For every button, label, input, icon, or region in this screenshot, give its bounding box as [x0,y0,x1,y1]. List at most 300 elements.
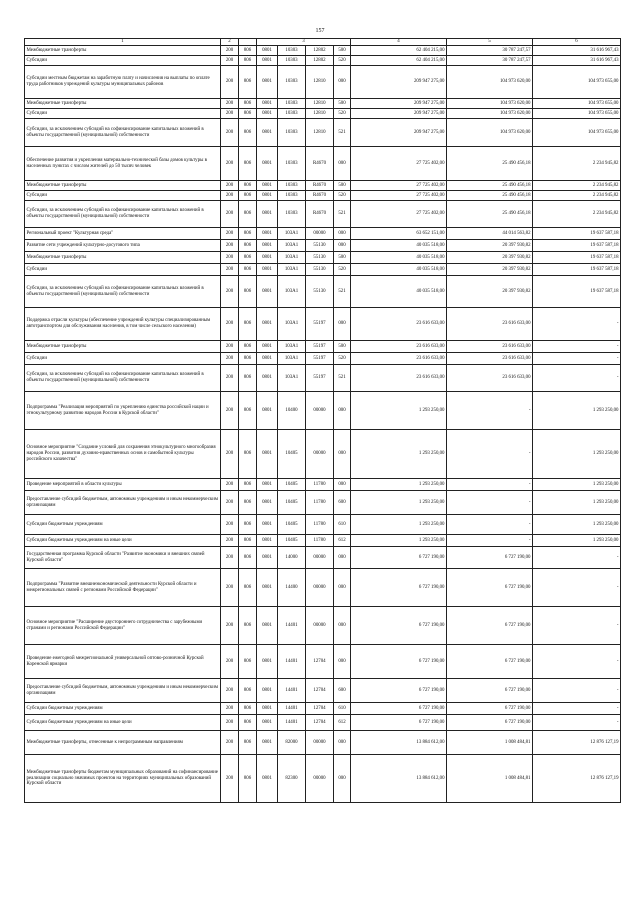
amount-executed: - [447,515,533,535]
code-expense-type: 500 [334,181,351,191]
amount-remaining: 1 293 250,00 [533,392,621,430]
code-2: 806 [239,430,257,479]
header-cell-1: 1 [25,39,221,46]
table-row [25,715,621,731]
amount-plan: 6 727 190,00 [351,703,447,715]
amount-plan: 27 725 402,00 [351,191,447,201]
amount-remaining: - [533,679,621,703]
table-row [25,645,621,679]
code-1: 200 [221,109,239,119]
code-direction: 12704 [306,703,334,715]
code-2: 806 [239,731,257,755]
code-1: 200 [221,308,239,341]
code-section: 0801 [257,66,278,99]
code-expense-type: 500 [334,46,351,56]
code-direction: 12810 [306,99,334,109]
code-2: 806 [239,645,257,679]
amount-plan: 6 727 190,00 [351,679,447,703]
code-program: 10303 [278,56,306,66]
code-1: 200 [221,703,239,715]
amount-plan: 23 616 633,00 [351,341,447,353]
code-2: 806 [239,715,257,731]
amount-executed: 6 727 190,00 [447,547,533,569]
table-row [25,201,621,228]
code-program: 103A1 [278,341,306,353]
code-1: 200 [221,569,239,607]
code-expense-type: 600 [334,491,351,515]
amount-executed: 30 787 247,57 [447,46,533,56]
amount-remaining: 31 616 967,43 [533,46,621,56]
code-section: 0801 [257,308,278,341]
amount-executed: 104 973 620,00 [447,109,533,119]
header-cell-2b [239,39,257,46]
code-section: 0801 [257,515,278,535]
amount-remaining: 12 876 127,19 [533,755,621,803]
amount-remaining: - [533,341,621,353]
code-program: 82300 [278,755,306,803]
table-row [25,46,621,56]
header-cell-2: 2 [221,39,239,46]
amount-plan: 62 404 215,00 [351,56,447,66]
amount-remaining: - [533,353,621,365]
code-direction: 12802 [306,56,334,66]
amount-plan: 6 727 190,00 [351,569,447,607]
code-expense-type: 600 [334,679,351,703]
table-row [25,240,621,252]
amount-remaining: - [533,645,621,679]
code-program: 10303 [278,147,306,181]
table-row [25,228,621,240]
header-cell-3: 3 [257,39,351,46]
row-name: Субсидии [25,264,221,276]
amount-plan: 27 725 402,00 [351,181,447,191]
amount-plan: 6 727 190,00 [351,715,447,731]
table-row [25,569,621,607]
amount-remaining: 2 234 945,82 [533,181,621,191]
code-expense-type: 610 [334,515,351,535]
amount-executed: 20 397 930,82 [447,240,533,252]
amount-executed: 23 616 633,00 [447,353,533,365]
code-section: 0801 [257,99,278,109]
code-1: 200 [221,66,239,99]
code-program: 103A1 [278,353,306,365]
code-program: 103A1 [278,308,306,341]
amount-plan: 23 616 633,00 [351,365,447,392]
code-2: 806 [239,703,257,715]
table-row [25,607,621,645]
code-expense-type: 520 [334,353,351,365]
code-program: 10405 [278,430,306,479]
amount-remaining: 12 876 127,19 [533,731,621,755]
row-name: Региональный проект "Культурная среда" [25,228,221,240]
code-section: 0801 [257,341,278,353]
amount-plan: 1 293 250,00 [351,491,447,515]
code-section: 0801 [257,264,278,276]
table-row [25,119,621,147]
code-2: 806 [239,201,257,228]
table-row [25,515,621,535]
code-section: 0801 [257,191,278,201]
code-program: 10405 [278,535,306,547]
code-section: 0801 [257,392,278,430]
amount-executed: 6 727 190,00 [447,607,533,645]
amount-remaining: 1 293 250,00 [533,491,621,515]
row-name: Субсидии, за исключением субсидий на софинансирование капитальных вложений в объекты государственной (муниципальной) собственности [25,201,221,228]
code-section: 0801 [257,430,278,479]
table-row [25,66,621,99]
code-program: 10405 [278,491,306,515]
code-2: 806 [239,679,257,703]
code-expense-type: 000 [334,731,351,755]
amount-executed: 25 490 456,18 [447,181,533,191]
amount-executed: 1 008 484,81 [447,755,533,803]
code-2: 806 [239,119,257,147]
header-cell-4: 4 [351,39,447,46]
code-1: 200 [221,147,239,181]
amount-executed: - [447,479,533,491]
code-1: 200 [221,679,239,703]
amount-remaining: - [533,365,621,392]
code-expense-type: 521 [334,119,351,147]
code-direction: 11780 [306,491,334,515]
code-2: 806 [239,308,257,341]
code-expense-type: 000 [334,569,351,607]
row-name: Государственная программа Курской области "Развитие экономики и внешних связей Курской области" [25,547,221,569]
row-name: Субсидии бюджетным учреждениям [25,703,221,715]
code-program: 103A1 [278,264,306,276]
amount-plan: 6 727 190,00 [351,547,447,569]
code-1: 200 [221,731,239,755]
code-section: 0801 [257,109,278,119]
table-row [25,109,621,119]
code-2: 806 [239,109,257,119]
amount-remaining: 1 293 250,00 [533,515,621,535]
code-program: 103A1 [278,252,306,264]
table-row [25,353,621,365]
code-program: 10303 [278,109,306,119]
code-1: 200 [221,392,239,430]
amount-remaining: 104 973 655,00 [533,66,621,99]
code-section: 0801 [257,228,278,240]
code-section: 0801 [257,201,278,228]
code-2: 806 [239,66,257,99]
row-name: Поддержка отрасли культуры (обеспечение учреждений культуры специализированным автотранспортом для обслуживания населения, в том числе сельского населения) [25,308,221,341]
table-header-row [25,39,621,46]
code-1: 200 [221,715,239,731]
amount-remaining: - [533,607,621,645]
row-name: Основное мероприятие "Расширение двустороннего сотрудничества с зарубежными странами и регионами Российской Федерации" [25,607,221,645]
code-expense-type: 521 [334,276,351,308]
code-direction: 55197 [306,365,334,392]
code-section: 0801 [257,491,278,515]
amount-remaining: 19 637 587,18 [533,228,621,240]
code-1: 200 [221,645,239,679]
row-name: Субсидии [25,109,221,119]
row-name: Субсидии [25,56,221,66]
table-row [25,56,621,66]
table-row [25,341,621,353]
code-expense-type: 000 [334,308,351,341]
row-name: Межбюджетные трансферты [25,46,221,56]
code-section: 0801 [257,240,278,252]
table-row [25,252,621,264]
code-2: 806 [239,99,257,109]
row-name: Межбюджетные трансферты [25,341,221,353]
code-section: 0801 [257,252,278,264]
code-2: 806 [239,276,257,308]
table-body [25,39,621,803]
amount-remaining: - [533,715,621,731]
code-section: 0801 [257,479,278,491]
table-row [25,479,621,491]
table-row [25,181,621,191]
row-name: Субсидии бюджетным учреждениям на иные цели [25,715,221,731]
row-name: Субсидии местным бюджетам на заработную плату и начисления на выплаты по оплате труда работников учреждений культуры муниципальных районов [25,66,221,99]
row-name: Межбюджетные трансферты [25,99,221,109]
code-direction: 00000 [306,607,334,645]
code-direction: R4670 [306,191,334,201]
amount-plan: 13 884 612,00 [351,731,447,755]
table-row [25,308,621,341]
code-program: 10303 [278,119,306,147]
amount-executed: 20 397 930,82 [447,264,533,276]
table-row [25,147,621,181]
code-program: 10303 [278,99,306,109]
amount-plan: 1 293 250,00 [351,479,447,491]
amount-executed: 6 727 190,00 [447,569,533,607]
amount-remaining: 19 637 587,18 [533,252,621,264]
code-expense-type: 000 [334,479,351,491]
code-2: 806 [239,147,257,181]
row-name: Межбюджетные трансферты бюджетам муниципальных образований на софинансирование реализации социально значимых проектов на территориях муниципальных образований Курской области [25,755,221,803]
code-section: 0801 [257,56,278,66]
code-direction: 00000 [306,755,334,803]
code-section: 0801 [257,353,278,365]
code-expense-type: 500 [334,99,351,109]
amount-executed: 44 014 563,82 [447,228,533,240]
code-section: 0801 [257,607,278,645]
code-section: 0801 [257,755,278,803]
code-expense-type: 500 [334,252,351,264]
code-program: 10405 [278,515,306,535]
code-2: 806 [239,191,257,201]
code-1: 200 [221,276,239,308]
amount-executed: 6 727 190,00 [447,703,533,715]
amount-remaining: 2 234 945,82 [533,147,621,181]
table-row [25,491,621,515]
code-expense-type: 000 [334,607,351,645]
code-1: 200 [221,240,239,252]
code-program: 14401 [278,679,306,703]
amount-remaining: 1 293 250,00 [533,535,621,547]
code-2: 806 [239,569,257,607]
code-section: 0801 [257,535,278,547]
code-2: 806 [239,392,257,430]
code-direction: 55197 [306,341,334,353]
code-direction: 00000 [306,430,334,479]
code-direction: R4670 [306,147,334,181]
table-row [25,535,621,547]
amount-remaining: 104 973 655,00 [533,99,621,109]
row-name: Субсидии, за исключением субсидий на софинансирование капитальных вложений в объекты государственной (муниципальной) собственности [25,365,221,392]
code-direction: 12810 [306,66,334,99]
row-name: Проведение ежегодной межрегиональной универсальной оптово-розничной Курской Коренской ярмарки [25,645,221,679]
row-name: Субсидии бюджетным учреждениям [25,515,221,535]
code-expense-type: 000 [334,392,351,430]
amount-executed: 6 727 190,00 [447,645,533,679]
code-expense-type: 000 [334,430,351,479]
header-cell-5: 5 [447,39,533,46]
code-expense-type: 520 [334,264,351,276]
code-direction: 12810 [306,109,334,119]
amount-remaining: 2 234 945,82 [533,201,621,228]
code-section: 0801 [257,147,278,181]
code-direction: 12802 [306,46,334,56]
amount-plan: 209 947 275,00 [351,109,447,119]
amount-executed: 104 973 620,00 [447,119,533,147]
code-1: 200 [221,341,239,353]
code-program: 10303 [278,201,306,228]
code-direction: R4670 [306,181,334,191]
code-program: 14401 [278,703,306,715]
code-direction: 00000 [306,228,334,240]
code-program: 14401 [278,645,306,679]
code-program: 103A1 [278,240,306,252]
code-direction: 11780 [306,515,334,535]
code-expense-type: 000 [334,755,351,803]
page-number: 157 [315,28,325,34]
code-expense-type: 000 [334,147,351,181]
table-row [25,99,621,109]
code-2: 806 [239,607,257,645]
code-2: 806 [239,56,257,66]
code-2: 806 [239,353,257,365]
amount-plan: 1 293 250,00 [351,430,447,479]
code-2: 806 [239,547,257,569]
code-1: 200 [221,252,239,264]
code-direction: 00000 [306,569,334,607]
code-2: 806 [239,365,257,392]
code-1: 200 [221,535,239,547]
amount-plan: 6 727 190,00 [351,607,447,645]
code-section: 0801 [257,731,278,755]
code-1: 200 [221,181,239,191]
amount-plan: 209 947 275,00 [351,66,447,99]
code-direction: 12704 [306,679,334,703]
code-2: 806 [239,181,257,191]
code-direction: 55197 [306,308,334,341]
code-direction: 55197 [306,353,334,365]
row-name: Субсидии [25,191,221,201]
code-2: 806 [239,491,257,515]
row-name: Подпрограмма "Реализация мероприятий по укреплению единства российской нации и этнокультурному развитию народов России в Курской области" [25,392,221,430]
code-section: 0801 [257,645,278,679]
amount-executed: 1 008 484,81 [447,731,533,755]
amount-plan: 40 035 518,00 [351,240,447,252]
amount-remaining: - [533,547,621,569]
code-program: 14000 [278,547,306,569]
code-1: 200 [221,515,239,535]
code-1: 200 [221,191,239,201]
amount-plan: 40 035 518,00 [351,276,447,308]
code-1: 200 [221,479,239,491]
code-direction: 12704 [306,715,334,731]
code-direction: 55130 [306,252,334,264]
code-section: 0801 [257,365,278,392]
code-program: 10303 [278,46,306,56]
table-row [25,755,621,803]
code-1: 200 [221,491,239,515]
amount-executed: 25 490 456,18 [447,147,533,181]
code-2: 806 [239,535,257,547]
amount-plan: 40 035 518,00 [351,264,447,276]
amount-plan: 27 725 402,00 [351,147,447,181]
code-2: 806 [239,341,257,353]
code-expense-type: 520 [334,56,351,66]
amount-executed: 25 490 456,18 [447,191,533,201]
code-program: 10303 [278,181,306,191]
code-program: 14401 [278,715,306,731]
table-row [25,547,621,569]
code-1: 200 [221,46,239,56]
row-name: Основное мероприятие "Создание условий для сохранения этнокультурного многообразия народов России, развития духовно-нравственных основ и самобытной культуры российского казачества" [25,430,221,479]
amount-remaining: - [533,703,621,715]
code-expense-type: 521 [334,201,351,228]
code-expense-type: 521 [334,365,351,392]
row-name: Предоставление субсидий бюджетным, автономным учреждениям и иным некоммерческим организациям [25,679,221,703]
code-direction: 55130 [306,276,334,308]
row-name: Межбюджетные трансферты [25,252,221,264]
amount-executed: - [447,392,533,430]
row-name: Субсидии, за исключением субсидий на софинансирование капитальных вложений в объекты государственной (муниципальной) собственности [25,119,221,147]
code-program: 10405 [278,479,306,491]
table-row [25,264,621,276]
code-program: 103A1 [278,276,306,308]
row-name: Развитие сети учреждений культурно-досугового типа [25,240,221,252]
row-name: Обеспечение развития и укрепления материально-технической базы домов культуры в населенных пунктах с числом жителей до 50 тысяч человек [25,147,221,181]
code-expense-type: 000 [334,240,351,252]
code-section: 0801 [257,276,278,308]
code-expense-type: 000 [334,645,351,679]
amount-plan: 1 293 250,00 [351,392,447,430]
code-2: 806 [239,264,257,276]
amount-plan: 6 727 190,00 [351,645,447,679]
table-row [25,392,621,430]
code-2: 806 [239,252,257,264]
code-direction: 00000 [306,547,334,569]
code-2: 806 [239,755,257,803]
table-row [25,276,621,308]
table-row [25,679,621,703]
row-name: Проведение мероприятий в области культуры [25,479,221,491]
code-direction: 12810 [306,119,334,147]
table-row [25,365,621,392]
amount-executed: - [447,535,533,547]
amount-remaining: 1 293 250,00 [533,430,621,479]
code-1: 200 [221,755,239,803]
code-direction: 00000 [306,392,334,430]
amount-remaining: 19 637 587,18 [533,264,621,276]
code-1: 200 [221,99,239,109]
code-2: 806 [239,46,257,56]
code-direction: 11780 [306,535,334,547]
code-2: 806 [239,515,257,535]
row-name: Подпрограмма "Развитие внешнеэкономической деятельности Курской области и межрегиональных связей с регионами Российской Федерации" [25,569,221,607]
code-1: 200 [221,119,239,147]
row-name: Межбюджетные трансферты, отнесенные к непрограммным направлениям [25,731,221,755]
code-2: 806 [239,240,257,252]
amount-executed: 6 727 190,00 [447,679,533,703]
